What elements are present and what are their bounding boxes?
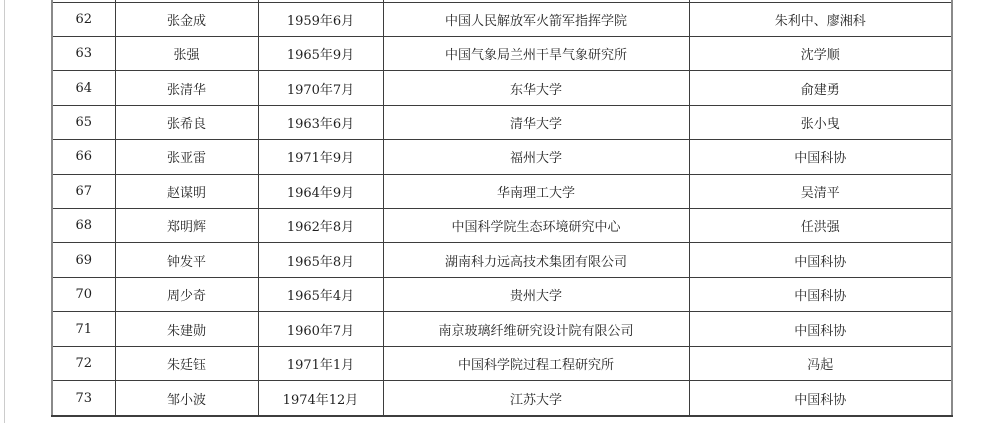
- table-row: [52, 105, 952, 139]
- cell-name: 张强: [115, 36, 258, 70]
- table-row: [52, 381, 952, 416]
- table-row: [52, 243, 952, 277]
- cell-serial-number: 73: [52, 381, 115, 416]
- cell-birth-date: 1959年6月: [258, 2, 383, 36]
- table-row: [52, 346, 952, 380]
- cell-name: 张金成: [115, 2, 258, 36]
- cell-work-unit: 东华大学: [383, 71, 689, 105]
- cell-birth-date: 1960年7月: [258, 312, 383, 346]
- cell-name: 邹小波: [115, 381, 258, 416]
- cell-work-unit: 中国科学院生态环境研究中心: [383, 209, 689, 243]
- cell-name: 赵谋明: [115, 174, 258, 208]
- cell-work-unit: 中国气象局兰州干旱气象研究所: [383, 36, 689, 70]
- cell-birth-date: 1963年6月: [258, 105, 383, 139]
- page-edge-line: [4, 0, 5, 423]
- cell-name: 朱建勋: [115, 312, 258, 346]
- table-row: [52, 209, 952, 243]
- cell-recommender: 中国科协: [689, 312, 952, 346]
- cell-birth-date: 1965年8月: [258, 243, 383, 277]
- cell-work-unit: 清华大学: [383, 105, 689, 139]
- cell-name: 张亚雷: [115, 140, 258, 174]
- table-row: [52, 174, 952, 208]
- cell-recommender: 俞建勇: [689, 71, 952, 105]
- cell-recommender: 中国科协: [689, 277, 952, 311]
- table-row: [52, 312, 952, 346]
- cell-birth-date: 1971年1月: [258, 346, 383, 380]
- cell-serial-number: 66: [52, 140, 115, 174]
- cell-work-unit: 福州大学: [383, 140, 689, 174]
- cell-birth-date: 1970年7月: [258, 71, 383, 105]
- cell-birth-date: 1964年9月: [258, 174, 383, 208]
- table-row: [52, 277, 952, 311]
- cell-name: 钟发平: [115, 243, 258, 277]
- cell-serial-number: 69: [52, 243, 115, 277]
- cell-serial-number: 63: [52, 36, 115, 70]
- cell-recommender: 中国科协: [689, 140, 952, 174]
- cell-recommender: 任洪强: [689, 209, 952, 243]
- cell-name: 周少奇: [115, 277, 258, 311]
- table-row: [52, 2, 952, 36]
- cell-work-unit: 华南理工大学: [383, 174, 689, 208]
- roster-body: [52, 0, 952, 416]
- cell-work-unit: 南京玻璃纤维研究设计院有限公司: [383, 312, 689, 346]
- table-row: [52, 140, 952, 174]
- cell-recommender: 中国科协: [689, 381, 952, 416]
- cell-birth-date: 1971年9月: [258, 140, 383, 174]
- cell-serial-number: 71: [52, 312, 115, 346]
- cell-serial-number: 64: [52, 71, 115, 105]
- cell-birth-date: 1974年12月: [258, 381, 383, 416]
- table-row: [52, 71, 952, 105]
- cell-serial-number: 67: [52, 174, 115, 208]
- cell-work-unit: 湖南科力远高技术集团有限公司: [383, 243, 689, 277]
- cell-work-unit: 中国科学院过程工程研究所: [383, 346, 689, 380]
- cell-serial-number: 70: [52, 277, 115, 311]
- cell-serial-number: 68: [52, 209, 115, 243]
- cell-recommender: 冯起: [689, 346, 952, 380]
- cell-recommender: 张小曳: [689, 105, 952, 139]
- cell-name: 张清华: [115, 71, 258, 105]
- cell-recommender: 朱利中、廖湘科: [689, 2, 952, 36]
- cell-recommender: 吴清平: [689, 174, 952, 208]
- cell-name: 郑明辉: [115, 209, 258, 243]
- roster-table: [51, 0, 953, 417]
- cell-recommender: 沈学顺: [689, 36, 952, 70]
- cell-birth-date: 1965年9月: [258, 36, 383, 70]
- cell-recommender: 中国科协: [689, 243, 952, 277]
- cell-work-unit: 江苏大学: [383, 381, 689, 416]
- cell-serial-number: 62: [52, 2, 115, 36]
- table-row: [52, 36, 952, 70]
- cell-birth-date: 1965年4月: [258, 277, 383, 311]
- cell-name: 张希良: [115, 105, 258, 139]
- cell-serial-number: 65: [52, 105, 115, 139]
- cell-name: 朱廷钰: [115, 346, 258, 380]
- cell-serial-number: 72: [52, 346, 115, 380]
- cell-work-unit: 中国人民解放军火箭军指挥学院: [383, 2, 689, 36]
- cell-birth-date: 1962年8月: [258, 209, 383, 243]
- cell-work-unit: 贵州大学: [383, 277, 689, 311]
